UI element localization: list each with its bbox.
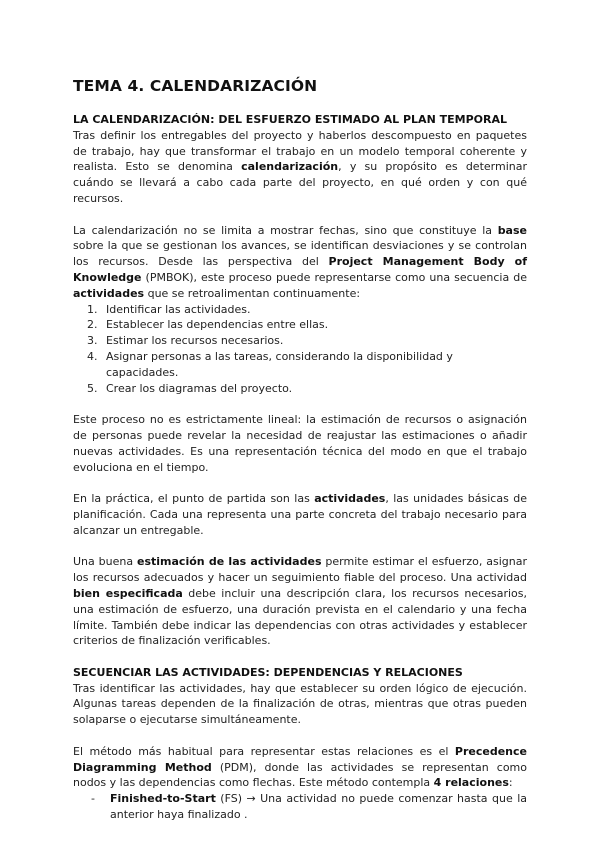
paragraph-base: La calendarización no se limita a mostrar fechas, sino que constituye la base sobre la que se gestionan los avances, se identifican desviaciones y se controlan los recursos. Desde las perspectiva del Project Management Body of Knowledge (PMBOK), este proceso puede representarse como una secuencia de actividades que se retroalimentan continuamente: — [73, 223, 528, 300]
page-title: TEMA 4. CALENDARIZACIÓN — [73, 77, 318, 95]
paragraph-estimation: Una buena estimación de las actividades permite estimar el esfuerzo, asignar los recursos adecuados y hacer un seguimiento fiable del proceso. Una actividad bien especificada debe incluir una descripción clara, los recursos necesarios, una estimación de esfuerzo, una duración prevista en el calendario y una fecha límite. También debe indicar las dependencias con otras actividades y establecer criterios de finalización verificables. — [73, 555, 527, 648]
list-item: 3. Estimar los recursos necesarios. — [87, 334, 284, 348]
section-heading-secuenciar: SECUENCIAR LAS ACTIVIDADES: DEPENDENCIAS Y RELACIONES — [73, 665, 463, 679]
list-item: 2. Establecer las dependencias entre ellas. — [87, 318, 329, 332]
relations-list — [73, 791, 527, 823]
list-item: 5. Crear los diagramas del proyecto. — [87, 381, 293, 395]
list-item: 1. Identificar las actividades. — [87, 302, 251, 316]
section-heading-calendarizacion: LA CALENDARIZACIÓN: DEL ESFUERZO ESTIMADO AL PLAN TEMPORAL — [73, 113, 507, 126]
list-item: - Finished-to-Start (FS) → Una actividad no puede comenzar hasta que la anterior haya finalizado . — [91, 792, 527, 822]
paragraph-not-linear: Este proceso no es estrictamente lineal: la estimación de recursos o asignación de personas puede revelar la necesidad de reajustar las estimaciones o añadir nuevas actividades. Es una representación técnica del modo en que el trabajo evoluciona en el tiempo. — [73, 413, 527, 474]
paragraph-order: Tras identificar las actividades, hay que establecer su orden lógico de ejecución. Algunas tareas dependen de la finalización de otras, mientras que otras pueden solaparse o ejecutarse simultáneamente. — [73, 681, 527, 727]
paragraph-practice: En la práctica, el punto de partida son las actividades, las unidades básicas de planificación. Cada una representa una parte concreta del trabajo necesario para alcanzar un entregable. — [73, 492, 527, 537]
paragraph-intro: Tras definir los entregables del proyecto y haberlos descompuesto en paquetes de trabajo, hay que transformar el trabajo en un modelo temporal coherente y realista. Esto se denomina calendarización, y su propósito es determinar cuándo se llevará a cabo cada parte del proyecto, en qué orden y con qué recursos. — [73, 128, 527, 205]
paragraph-pdm: El método más habitual para representar estas relaciones es el Precedence Diagramming Method (PDM), donde las actividades se representan como nodos y las dependencias como flechas. Este método contempla 4 relaciones: — [73, 744, 527, 790]
document-page — [73, 60, 527, 823]
activity-steps-list — [73, 302, 527, 397]
list-item: 4. Asignar personas a las tareas, considerando la disponibilidad y capacidades. — [87, 349, 453, 379]
